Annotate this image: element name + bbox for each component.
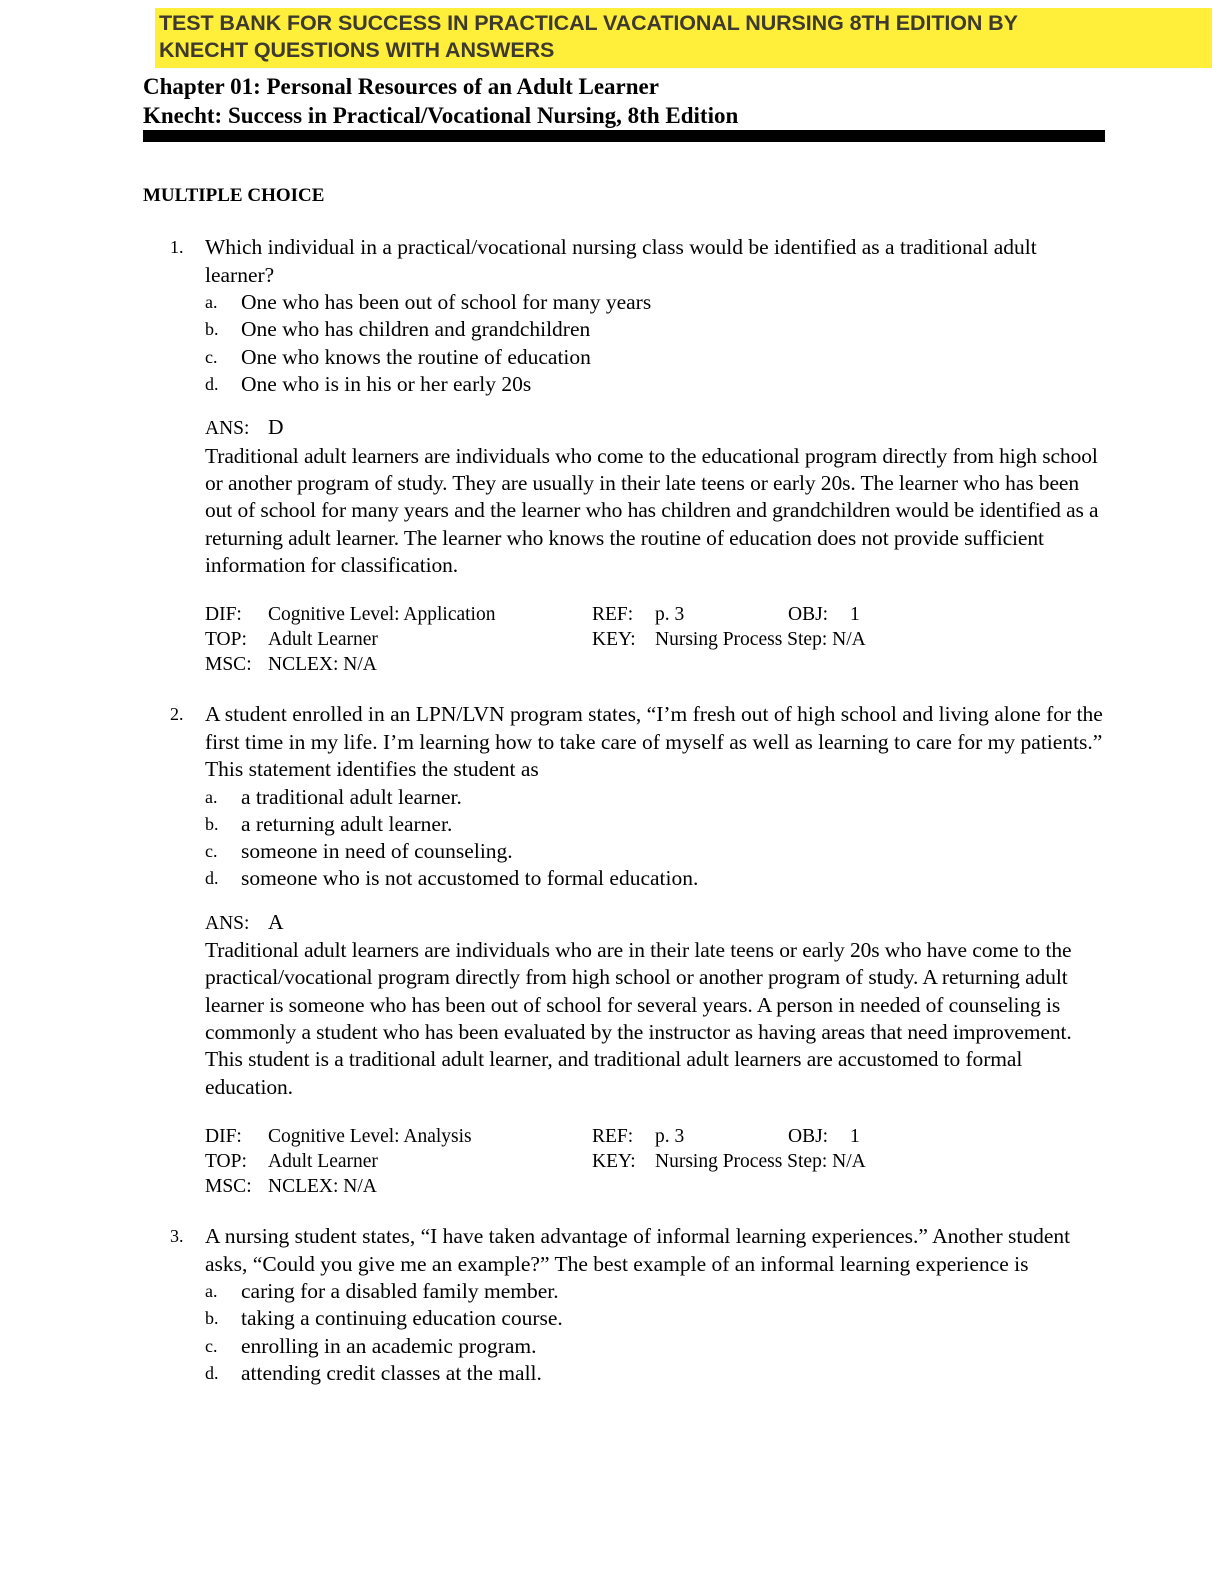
option-c bbox=[205, 1333, 1108, 1360]
meta-row bbox=[205, 1150, 1108, 1175]
answer-label: ANS: bbox=[205, 912, 250, 934]
key-label: KEY: bbox=[592, 628, 636, 650]
option-text: someone in need of counseling. bbox=[241, 839, 513, 864]
question-1 bbox=[143, 234, 1108, 678]
option-b bbox=[205, 1305, 1108, 1332]
dif-value: Cognitive Level: Application bbox=[268, 604, 496, 626]
meta-row bbox=[205, 603, 1108, 628]
key-value: Nursing Process Step: N/A bbox=[655, 1150, 866, 1172]
book-title: Knecht: Success in Practical/Vocational Nursing, 8th Edition bbox=[143, 103, 739, 128]
option-letter: b. bbox=[205, 319, 219, 340]
option-letter: a. bbox=[205, 786, 218, 807]
top-value: Adult Learner bbox=[268, 628, 378, 650]
banner-line-1: TEST BANK FOR SUCCESS IN PRACTICAL VACATIONAL NURSING 8TH EDITION BY bbox=[159, 11, 1018, 35]
answer-value: D bbox=[268, 415, 284, 440]
dif-value: Cognitive Level: Analysis bbox=[268, 1125, 472, 1147]
key-label: KEY: bbox=[592, 1150, 636, 1172]
rationale: Traditional adult learners are individuals who come to the educational program directly from high school or another program of study. They are usually in their late teens or early 20s. The learner who has been out of school for many years and the learner who has children and grandchildren would be identified as a returning adult learner. The learner who knows the routine of education does not provide sufficient information for classification. bbox=[205, 443, 1099, 577]
option-d bbox=[205, 1360, 1108, 1387]
option-letter: b. bbox=[205, 1308, 219, 1329]
rationale: Traditional adult learners are individuals who are in their late teens or early 20s who have come to the practical/vocational program directly from high school or another program of study. A returning adult learner is someone who has been out of school for several years. A person in needed of counseling is commonly a student who has been evaluated by the instructor as having areas that need improvement. This student is a traditional adult learner, and traditional adult learners are accustomed to formal education. bbox=[205, 938, 1072, 1099]
option-b bbox=[205, 811, 1108, 838]
option-c bbox=[205, 838, 1108, 865]
option-a bbox=[205, 1278, 1108, 1305]
top-label: TOP: bbox=[205, 1150, 247, 1172]
question-number: 1. bbox=[170, 237, 184, 257]
answer-line bbox=[205, 414, 1108, 443]
option-b bbox=[205, 316, 1108, 343]
option-letter: d. bbox=[205, 1362, 219, 1383]
option-letter: d. bbox=[205, 868, 219, 889]
answer-label: ANS: bbox=[205, 418, 250, 440]
meta-row bbox=[205, 653, 1108, 678]
title-banner bbox=[155, 8, 1212, 68]
obj-label: OBJ: bbox=[788, 1125, 829, 1147]
key-value: Nursing Process Step: N/A bbox=[655, 628, 866, 650]
banner-line-2: KNECHT QUESTIONS WITH ANSWERS bbox=[159, 38, 555, 62]
meta-row bbox=[205, 1125, 1108, 1150]
question-stem: A student enrolled in an LPN/LVN program states, “I’m fresh out of high school and living alone for the first time in my life. I’m learning how to take care of myself as well as learning to care for my patients.” This statement identifies the student as bbox=[205, 702, 1103, 781]
meta-row bbox=[205, 1175, 1108, 1200]
option-a bbox=[205, 289, 1108, 316]
option-letter: a. bbox=[205, 292, 218, 312]
option-text: caring for a disabled family member. bbox=[241, 1279, 559, 1303]
chapter-header bbox=[143, 72, 1113, 130]
top-value: Adult Learner bbox=[268, 1150, 378, 1172]
question-metadata bbox=[205, 1125, 1108, 1199]
obj-value: 1 bbox=[850, 1125, 860, 1147]
ref-value: p. 3 bbox=[655, 604, 685, 626]
msc-label: MSC: bbox=[205, 653, 252, 675]
ref-value: p. 3 bbox=[655, 1125, 685, 1147]
question-2 bbox=[143, 701, 1108, 1199]
option-d bbox=[205, 371, 1108, 398]
option-text: One who knows the routine of education bbox=[241, 344, 591, 369]
obj-value: 1 bbox=[850, 604, 860, 626]
ref-label: REF: bbox=[592, 604, 634, 626]
option-c bbox=[205, 344, 1108, 371]
option-text: a returning adult learner. bbox=[241, 811, 453, 836]
option-text: a traditional adult learner. bbox=[241, 784, 462, 809]
option-letter: a. bbox=[205, 1281, 218, 1301]
option-text: attending credit classes at the mall. bbox=[241, 1360, 542, 1385]
obj-label: OBJ: bbox=[788, 604, 829, 626]
msc-label: MSC: bbox=[205, 1175, 252, 1197]
option-letter: d. bbox=[205, 373, 219, 394]
option-letter: b. bbox=[205, 813, 219, 834]
option-letter: c. bbox=[205, 346, 218, 367]
dif-label: DIF: bbox=[205, 604, 242, 626]
option-d bbox=[205, 865, 1108, 892]
top-label: TOP: bbox=[205, 628, 247, 650]
msc-value: NCLEX: N/A bbox=[268, 1175, 377, 1197]
answer-value: A bbox=[268, 909, 284, 934]
answer-line bbox=[205, 909, 1108, 938]
section-title: MULTIPLE CHOICE bbox=[143, 185, 325, 206]
option-letter: c. bbox=[205, 841, 218, 862]
dif-label: DIF: bbox=[205, 1125, 242, 1147]
option-letter: c. bbox=[205, 1335, 218, 1356]
chapter-title: Chapter 01: Personal Resources of an Adult Learner bbox=[143, 74, 659, 99]
meta-row bbox=[205, 628, 1108, 653]
option-a bbox=[205, 784, 1108, 811]
option-text: One who has been out of school for many years bbox=[241, 290, 652, 314]
question-3 bbox=[143, 1223, 1108, 1387]
question-stem: Which individual in a practical/vocational nursing class would be identified as a traditional adult learner? bbox=[205, 235, 1037, 287]
question-number: 3. bbox=[170, 1226, 184, 1246]
option-text: someone who is not accustomed to formal education. bbox=[241, 866, 699, 891]
question-number: 2. bbox=[170, 704, 184, 724]
header-rule bbox=[143, 130, 1105, 142]
option-text: One who is in his or her early 20s bbox=[241, 371, 532, 396]
option-text: One who has children and grandchildren bbox=[241, 317, 591, 342]
msc-value: NCLEX: N/A bbox=[268, 653, 377, 675]
option-text: enrolling in an academic program. bbox=[241, 1333, 537, 1358]
question-stem: A nursing student states, “I have taken advantage of informal learning experiences.” Another student asks, “Could you give me an example?” The best example of an informal learning experience is bbox=[205, 1224, 1071, 1276]
question-metadata bbox=[205, 603, 1108, 677]
option-text: taking a continuing education course. bbox=[241, 1306, 563, 1331]
ref-label: REF: bbox=[592, 1125, 634, 1147]
